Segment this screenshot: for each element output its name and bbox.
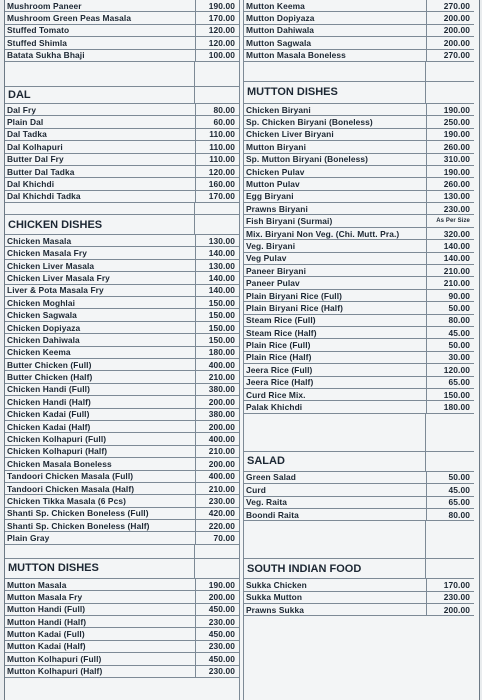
menu-item-name: Egg Biryani	[246, 191, 294, 202]
menu-item-name: Butter Chicken (Full)	[7, 359, 92, 370]
menu-item-row	[5, 334, 239, 346]
menu-item-row	[5, 520, 239, 532]
menu-item-price: 250.00	[426, 116, 474, 127]
menu-item-name: Steam Rice (Full)	[246, 315, 316, 326]
salad-list	[244, 472, 474, 522]
menu-item-row	[5, 433, 239, 445]
menu-item-name: Paneer Pulav	[246, 278, 300, 289]
menu-item-name: Boondi Raita	[246, 509, 299, 520]
menu-item-name: Chicken Dahiwala	[7, 334, 80, 345]
menu-item-name: Veg. Biryani	[246, 240, 296, 251]
menu-item-name: Plain Rice (Half)	[246, 352, 312, 363]
menu-item-row	[5, 154, 239, 166]
menu-item-row	[244, 377, 474, 389]
menu-item-row	[5, 666, 239, 678]
menu-item-name: Plain Dal	[7, 117, 44, 128]
menu-item-price: 420.00	[195, 508, 239, 519]
menu-item-row	[5, 141, 239, 153]
menu-item-name: Mushroom Green Peas Masala	[7, 13, 132, 24]
menu-item-row	[244, 579, 474, 591]
menu-item-price: 450.00	[195, 604, 239, 615]
menu-item-name: Chicken Handi (Half)	[7, 396, 91, 407]
menu-item-price: 260.00	[426, 141, 474, 152]
menu-item-name: Veg Pulav	[246, 253, 287, 264]
menu-item-name: Chicken Pulav	[246, 166, 305, 177]
menu-item-name: Mutton Handi (Full)	[7, 604, 86, 615]
menu-item-price: 380.00	[195, 384, 239, 395]
menu-item-name: Chicken Liver Biryani	[246, 129, 334, 140]
menu-item-price: 120.00	[195, 37, 239, 48]
menu-item-price: 450.00	[195, 653, 239, 664]
menu-item-row	[5, 532, 239, 544]
menu-item-name: Stuffed Shimla	[7, 37, 68, 48]
menu-item-name: Chicken Handi (Full)	[7, 384, 90, 395]
menu-item-row	[5, 191, 239, 203]
spacer	[244, 521, 474, 559]
menu-item-row	[244, 339, 474, 351]
menu-item-row	[244, 497, 474, 509]
menu-item-price: 150.00	[195, 309, 239, 320]
menu-item-row	[244, 129, 474, 141]
menu-item-row	[5, 0, 239, 12]
menu-item-name: Butter Chicken (Half)	[7, 372, 93, 383]
menu-item-row	[244, 604, 474, 616]
menu-item-price: 150.00	[426, 389, 474, 400]
section-title-mutton-biryani: MUTTON DISHES	[244, 82, 474, 104]
menu-item-name: Sukka Chicken	[246, 579, 307, 590]
menu-item-name: Chicken Kadai (Half)	[7, 421, 91, 432]
menu-item-price: 230.00	[195, 616, 239, 627]
menu-item-name: Prawns Sukka	[246, 604, 304, 615]
menu-item-price: 130.00	[195, 260, 239, 271]
menu-item-row	[244, 191, 474, 203]
menu-item-name: Plain Biryani Rice (Full)	[246, 290, 343, 301]
menu-item-row	[244, 116, 474, 128]
section-title-salad: SALAD	[244, 452, 474, 472]
right-column	[244, 0, 474, 616]
menu-item-price: 150.00	[195, 297, 239, 308]
menu-item-row	[5, 579, 239, 591]
menu-item-row	[5, 508, 239, 520]
menu-item-price: 400.00	[195, 359, 239, 370]
menu-item-price: 380.00	[195, 409, 239, 420]
right-top-list	[244, 0, 474, 62]
menu-item-name: Mutton Keema	[246, 0, 305, 11]
menu-item-name: Mutton Kadai (Full)	[7, 629, 85, 640]
menu-item-name: Mutton Pulav	[246, 178, 300, 189]
left-top-list	[5, 0, 239, 62]
menu-item-price: 50.00	[426, 302, 474, 313]
menu-item-name: Green Salad	[246, 472, 296, 483]
menu-item-row	[5, 25, 239, 37]
menu-item-row	[244, 472, 474, 484]
menu-item-row	[244, 315, 474, 327]
menu-item-price: 210.00	[195, 446, 239, 457]
south-indian-list	[244, 579, 474, 616]
menu-item-name: Chicken Kadai (Full)	[7, 409, 90, 420]
section-title-mutton: MUTTON DISHES	[5, 559, 239, 579]
menu-item-row	[244, 104, 474, 116]
menu-item-row	[5, 129, 239, 141]
menu-item-price: 230.00	[195, 641, 239, 652]
menu-item-price: 120.00	[195, 25, 239, 36]
section-title-dal: DAL	[5, 87, 239, 104]
menu-item-name: Butter Dal Tadka	[7, 166, 75, 177]
menu-item-price: 200.00	[426, 12, 474, 23]
menu-item-price: 190.00	[426, 129, 474, 140]
menu-item-price: 200.00	[195, 421, 239, 432]
menu-item-price: 400.00	[195, 433, 239, 444]
menu-item-row	[5, 166, 239, 178]
menu-item-row	[244, 327, 474, 339]
menu-item-price: 170.00	[195, 12, 239, 23]
menu-item-row	[244, 592, 474, 604]
menu-item-row	[5, 297, 239, 309]
spacer	[5, 545, 239, 559]
section-title-south-indian: SOUTH INDIAN FOOD	[244, 559, 474, 579]
menu-item-row	[5, 604, 239, 616]
menu-item-row	[5, 322, 239, 334]
menu-item-price: 140.00	[195, 247, 239, 258]
menu-item-price: 120.00	[426, 364, 474, 375]
menu-item-name: Mutton Masala	[7, 579, 67, 590]
menu-item-row	[5, 628, 239, 640]
menu-item-price: 230.00	[195, 495, 239, 506]
menu-item-price: 80.00	[426, 509, 474, 520]
menu-item-row	[244, 240, 474, 252]
menu-item-price: 50.00	[426, 339, 474, 350]
menu-item-price: 270.00	[426, 0, 474, 11]
menu-item-name: Chicken Liver Masala Fry	[7, 272, 110, 283]
menu-item-row	[244, 484, 474, 496]
menu-item-name: Jeera Rice (Half)	[246, 377, 314, 388]
menu-item-row	[244, 50, 474, 62]
menu-item-row	[5, 12, 239, 24]
menu-item-price: 200.00	[426, 37, 474, 48]
chicken-list	[5, 235, 239, 545]
menu-item-name: Butter Dal Fry	[7, 154, 64, 165]
menu-item-name: Chicken Tikka Masala (6 Pcs)	[7, 495, 127, 506]
menu-item-price: 170.00	[426, 579, 474, 590]
menu-item-row	[244, 37, 474, 49]
menu-item-row	[244, 401, 474, 413]
menu-item-price: 210.00	[195, 483, 239, 494]
menu-item-name: Mushroom Paneer	[7, 0, 82, 11]
menu-item-name: Chicken Masala Fry	[7, 248, 88, 259]
menu-item-name: Chicken Masala	[7, 235, 72, 246]
menu-item-row	[5, 359, 239, 371]
spacer	[244, 62, 474, 82]
menu-item-name: Chicken Sagwala	[7, 310, 77, 321]
menu-item-name: Mutton Kadai (Half)	[7, 641, 86, 652]
menu-item-name: Curd Rice Mix.	[246, 389, 306, 400]
menu-item-price: 120.00	[195, 166, 239, 177]
menu-item-name: Dal Fry	[7, 104, 37, 115]
menu-item-name: Sukka Mutton	[246, 592, 303, 603]
menu-item-row	[5, 235, 239, 247]
menu-item-name: Plain Biryani Rice (Half)	[246, 302, 343, 313]
menu-item-name: Dal Kolhapuri	[7, 141, 63, 152]
menu-item-price: 150.00	[195, 334, 239, 345]
menu-item-price: 260.00	[426, 178, 474, 189]
menu-item-price: 110.00	[195, 141, 239, 152]
menu-item-row	[244, 0, 474, 12]
menu-item-row	[5, 421, 239, 433]
menu-item-row	[244, 302, 474, 314]
menu-item-row	[5, 260, 239, 272]
menu-item-name: Tandoori Chicken Masala (Half)	[7, 483, 135, 494]
menu-item-row	[244, 25, 474, 37]
menu-item-price: 200.00	[195, 591, 239, 602]
menu-item-price: 100.00	[195, 50, 239, 61]
menu-item-price: 50.00	[426, 472, 474, 483]
menu-item-price: 80.00	[426, 315, 474, 326]
menu-item-row	[244, 265, 474, 277]
menu-item-name: Chicken Liver Masala	[7, 260, 95, 271]
menu-item-row	[5, 116, 239, 128]
menu-item-name: Chicken Masala Boneless	[7, 458, 112, 469]
menu-item-row	[5, 641, 239, 653]
menu-item-price: 210.00	[195, 371, 239, 382]
menu-item-row	[5, 178, 239, 190]
menu-item-name: Shanti Sp. Chicken Boneless (Full)	[7, 508, 149, 519]
menu-item-name: Mutton Dahiwala	[246, 25, 315, 36]
menu-item-row	[244, 166, 474, 178]
menu-item-price: 60.00	[195, 116, 239, 127]
menu-item-name: Veg. Raita	[246, 497, 288, 508]
spacer	[5, 62, 239, 87]
menu-item-price: 70.00	[195, 532, 239, 543]
menu-item-price: 190.00	[426, 166, 474, 177]
menu-item-name: Chicken Keema	[7, 347, 71, 358]
menu-item-row	[5, 37, 239, 49]
menu-item-row	[244, 364, 474, 376]
menu-item-name: Fish Biryani (Surmai)	[246, 216, 333, 227]
menu-item-name: Plain Rice (Full)	[246, 340, 311, 351]
menu-item-name: Palak Khichdi	[246, 402, 303, 413]
menu-item-row	[244, 253, 474, 265]
menu-item-price: 180.00	[426, 401, 474, 412]
menu-item-price: 220.00	[195, 520, 239, 531]
menu-item-row	[244, 203, 474, 215]
menu-item-price: 45.00	[426, 484, 474, 495]
left-column	[5, 0, 239, 678]
menu-item-row	[5, 653, 239, 665]
menu-item-name: Chicken Kolhapuri (Half)	[7, 446, 108, 457]
menu-item-row	[5, 371, 239, 383]
menu-item-name: Mutton Dopiyaza	[246, 13, 315, 24]
menu-item-row	[244, 12, 474, 24]
dal-list	[5, 104, 239, 203]
menu-item-name: Prawns Biryani	[246, 203, 308, 214]
menu-item-price: 130.00	[426, 191, 474, 202]
menu-item-price: 65.00	[426, 377, 474, 388]
menu-item-row	[244, 509, 474, 521]
menu-item-price: 450.00	[195, 628, 239, 639]
menu-item-price: 140.00	[195, 272, 239, 283]
spacer	[244, 414, 474, 452]
menu-item-name: Mutton Kolhapuri (Half)	[7, 666, 103, 677]
menu-item-row	[5, 396, 239, 408]
menu-item-price: 30.00	[426, 352, 474, 363]
menu-item-row	[5, 591, 239, 603]
menu-item-name: Liver & Pota Masala Fry	[7, 285, 104, 296]
menu-item-price: 230.00	[195, 666, 239, 677]
menu-item-row	[244, 215, 474, 227]
menu-item-price: 320.00	[426, 228, 474, 239]
menu-item-name: Steam Rice (Half)	[246, 327, 317, 338]
menu-item-price: 140.00	[426, 240, 474, 251]
menu-item-price: 310.00	[426, 154, 474, 165]
menu-item-name: Mutton Biryani	[246, 141, 307, 152]
menu-item-name: Stuffed Tomato	[7, 25, 70, 36]
menu-item-price: 200.00	[195, 458, 239, 469]
menu-item-name: Sp. Mutton Biryani (Boneless)	[246, 154, 369, 165]
menu-item-name: Mutton Kolhapuri (Full)	[7, 653, 102, 664]
menu-item-price: As Per Size	[426, 215, 474, 226]
menu-item-row	[5, 409, 239, 421]
menu-item-row	[244, 352, 474, 364]
menu-item-name: Chicken Biryani	[246, 104, 311, 115]
menu-item-name: Mutton Masala Boneless	[246, 50, 346, 61]
menu-item-name: Curd	[246, 484, 266, 495]
menu-item-row	[244, 141, 474, 153]
menu-item-name: Tandoori Chicken Masala (Full)	[7, 471, 134, 482]
menu-item-price: 230.00	[426, 592, 474, 603]
menu-item-name: Mutton Sagwala	[246, 37, 312, 48]
menu-item-price: 140.00	[426, 253, 474, 264]
menu-item-price: 150.00	[195, 322, 239, 333]
menu-item-row	[5, 347, 239, 359]
menu-item-price: 200.00	[426, 604, 474, 615]
mutton-list	[5, 579, 239, 678]
menu-item-name: Mutton Masala Fry	[7, 591, 83, 602]
menu-item-price: 400.00	[195, 471, 239, 482]
menu-item-row	[5, 471, 239, 483]
menu-item-name: Mutton Handi (Half)	[7, 616, 87, 627]
menu-item-price: 140.00	[195, 285, 239, 296]
menu-item-name: Jeera Rice (Full)	[246, 364, 313, 375]
section-title-chicken: CHICKEN DISHES	[5, 215, 239, 235]
biryani-list	[244, 104, 474, 414]
menu-item-name: Sp. Chicken Biryani (Boneless)	[246, 117, 373, 128]
menu-item-price: 190.00	[195, 579, 239, 590]
menu-item-row	[5, 495, 239, 507]
menu-item-row	[244, 154, 474, 166]
menu-item-name: Shanti Sp. Chicken Boneless (Half)	[7, 520, 150, 531]
menu-item-name: Mix. Biryani Non Veg. (Chi. Mutt. Pra.)	[246, 228, 400, 239]
menu-item-price: 45.00	[426, 327, 474, 338]
menu-item-price: 190.00	[426, 104, 474, 115]
menu-item-row	[5, 616, 239, 628]
menu-item-price: 200.00	[426, 25, 474, 36]
menu-item-row	[244, 228, 474, 240]
menu-item-price: 210.00	[426, 277, 474, 288]
menu-item-name: Chicken Moghlai	[7, 297, 76, 308]
menu-item-price: 170.00	[195, 191, 239, 202]
menu-item-price: 230.00	[426, 203, 474, 214]
menu-item-price: 80.00	[195, 104, 239, 115]
menu-item-row	[5, 446, 239, 458]
menu-item-row	[5, 104, 239, 116]
menu-item-row	[5, 309, 239, 321]
menu-item-row	[5, 458, 239, 470]
menu-item-name: Dal Tadka	[7, 129, 47, 140]
menu-item-name: Paneer Biryani	[246, 265, 307, 276]
menu-item-row	[5, 50, 239, 62]
menu-item-price: 130.00	[195, 235, 239, 246]
menu-item-price: 200.00	[195, 396, 239, 407]
spacer	[5, 203, 239, 215]
menu-item-row	[5, 272, 239, 284]
menu-item-name: Dal Khichdi Tadka	[7, 191, 81, 202]
menu-item-price: 270.00	[426, 50, 474, 61]
menu-item-name: Batata Sukha Bhaji	[7, 50, 85, 61]
menu-item-name: Chicken Kolhapuri (Full)	[7, 434, 107, 445]
menu-item-name: Chicken Dopiyaza	[7, 322, 81, 333]
menu-item-row	[244, 178, 474, 190]
menu-item-price: 210.00	[426, 265, 474, 276]
menu-item-price: 190.00	[195, 0, 239, 11]
menu-item-row	[5, 247, 239, 259]
menu-item-row	[5, 483, 239, 495]
menu-item-row	[244, 290, 474, 302]
menu-item-row	[244, 389, 474, 401]
menu-item-row	[5, 285, 239, 297]
menu-item-row	[5, 384, 239, 396]
menu-item-row	[244, 277, 474, 289]
menu-item-name: Dal Khichdi	[7, 178, 55, 189]
menu-item-price: 110.00	[195, 154, 239, 165]
menu-item-price: 180.00	[195, 347, 239, 358]
menu-item-price: 110.00	[195, 129, 239, 140]
menu-item-price: 90.00	[426, 290, 474, 301]
menu-item-price: 65.00	[426, 497, 474, 508]
menu-item-price: 160.00	[195, 178, 239, 189]
menu-item-name: Plain Gray	[7, 533, 50, 544]
